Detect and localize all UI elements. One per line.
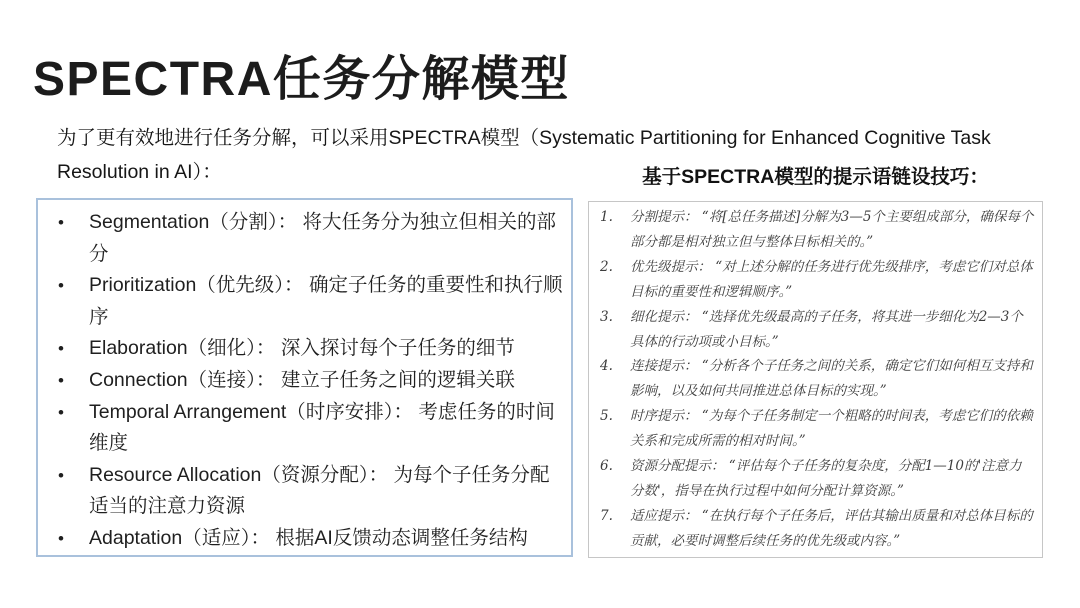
model-item-text: Connection（连接）： 建立子任务之间的逻辑关联 xyxy=(89,368,515,391)
model-item xyxy=(38,365,565,397)
bullet-icon: • xyxy=(58,465,64,485)
intro-paragraph: 为了更有效地进行任务分解，可以采用SPECTRA模型（Systematic Partitioning for Enhanced Cognitive Task Resolution in AI）： xyxy=(57,126,991,183)
tip-text: 资源分配提示： “评估每个子任务的复杂度，分配1—10的'注意力分数'，指导在执行过程中如何分配计算资源。” xyxy=(630,458,1022,499)
model-item-text: Prioritization（优先级）： 确定子任务的重要性和执行顺序 xyxy=(89,274,563,328)
model-item xyxy=(38,207,565,270)
tip-item-list xyxy=(589,202,1042,554)
model-item xyxy=(38,523,565,555)
tip-text: 适应提示： “在执行每个子任务后，评估其输出质量和对总体目标的贡献，必要时调整后续任务的优先级或内容。” xyxy=(630,507,1033,549)
prompt-tips-box xyxy=(588,201,1043,558)
model-item-text: Segmentation（分割）： 将大任务分为独立但相关的部分 xyxy=(89,211,557,265)
model-item-text: Adaptation（适应）： 根据AI反馈动态调整任务结构 xyxy=(89,526,528,549)
bullet-icon: • xyxy=(58,339,64,359)
tip-item xyxy=(589,255,1034,305)
prompt-tips-heading: 基于SPECTRA模型的提示语链设技巧： xyxy=(642,166,989,188)
bullet-icon: • xyxy=(58,528,64,548)
model-item xyxy=(38,333,565,365)
tip-number: 4. xyxy=(600,358,613,375)
spectra-model-box xyxy=(36,198,573,557)
model-item xyxy=(38,270,565,333)
tip-item xyxy=(589,305,1034,355)
tip-number: 1. xyxy=(600,209,613,225)
tip-number: 2. xyxy=(600,258,613,275)
model-item-text: Elaboration（细化）： 深入探讨每个子任务的细节 xyxy=(89,337,515,360)
bullet-icon: • xyxy=(58,402,64,422)
tip-text: 分割提示： “将[总任务描述]分解为3—5个主要组成部分，确保每个部分都是相对独立但与整体目标相关的。” xyxy=(630,209,1034,250)
model-item-text: Temporal Arrangement（时序安排）： 考虑任务的时间维度 xyxy=(89,400,555,455)
tip-text: 连接提示： “分析各个子任务之间的关系，确定它们如何相互支持和影响，以及如何共同推进总体目标的实现。” xyxy=(630,358,1033,400)
page-title: SPECTRA任务分解模型 xyxy=(33,53,570,107)
tip-text: 优先级提示： “对上述分解的任务进行优先级排序，考虑它们对总体目标的重要性和逻辑顺序。” xyxy=(630,258,1033,300)
tip-item xyxy=(589,354,1034,404)
tip-item xyxy=(589,205,1034,255)
tip-text: 细化提示： “选择优先级最高的子任务，将其进一步细化为2—3个具体的行动项或小目标。” xyxy=(630,308,1023,350)
tip-number: 5. xyxy=(600,408,613,425)
tip-text: 时序提示： “为每个子任务制定一个粗略的时间表，考虑它们的依赖关系和完成所需的相对时间。” xyxy=(630,408,1033,450)
model-item-list xyxy=(38,200,571,555)
tip-item xyxy=(589,454,1034,504)
tip-item xyxy=(589,504,1034,554)
bullet-icon: • xyxy=(58,370,64,390)
model-item-text: Resource Allocation（资源分配）： 为每个子任务分配适当的注意力资源 xyxy=(89,463,550,518)
model-item xyxy=(38,460,565,523)
tip-number: 6. xyxy=(600,458,613,475)
tip-item xyxy=(589,404,1034,454)
model-item xyxy=(38,397,565,460)
bullet-icon: • xyxy=(58,213,64,232)
tip-number: 7. xyxy=(600,507,613,524)
tip-number: 3. xyxy=(600,308,613,325)
bullet-icon: • xyxy=(58,276,64,296)
